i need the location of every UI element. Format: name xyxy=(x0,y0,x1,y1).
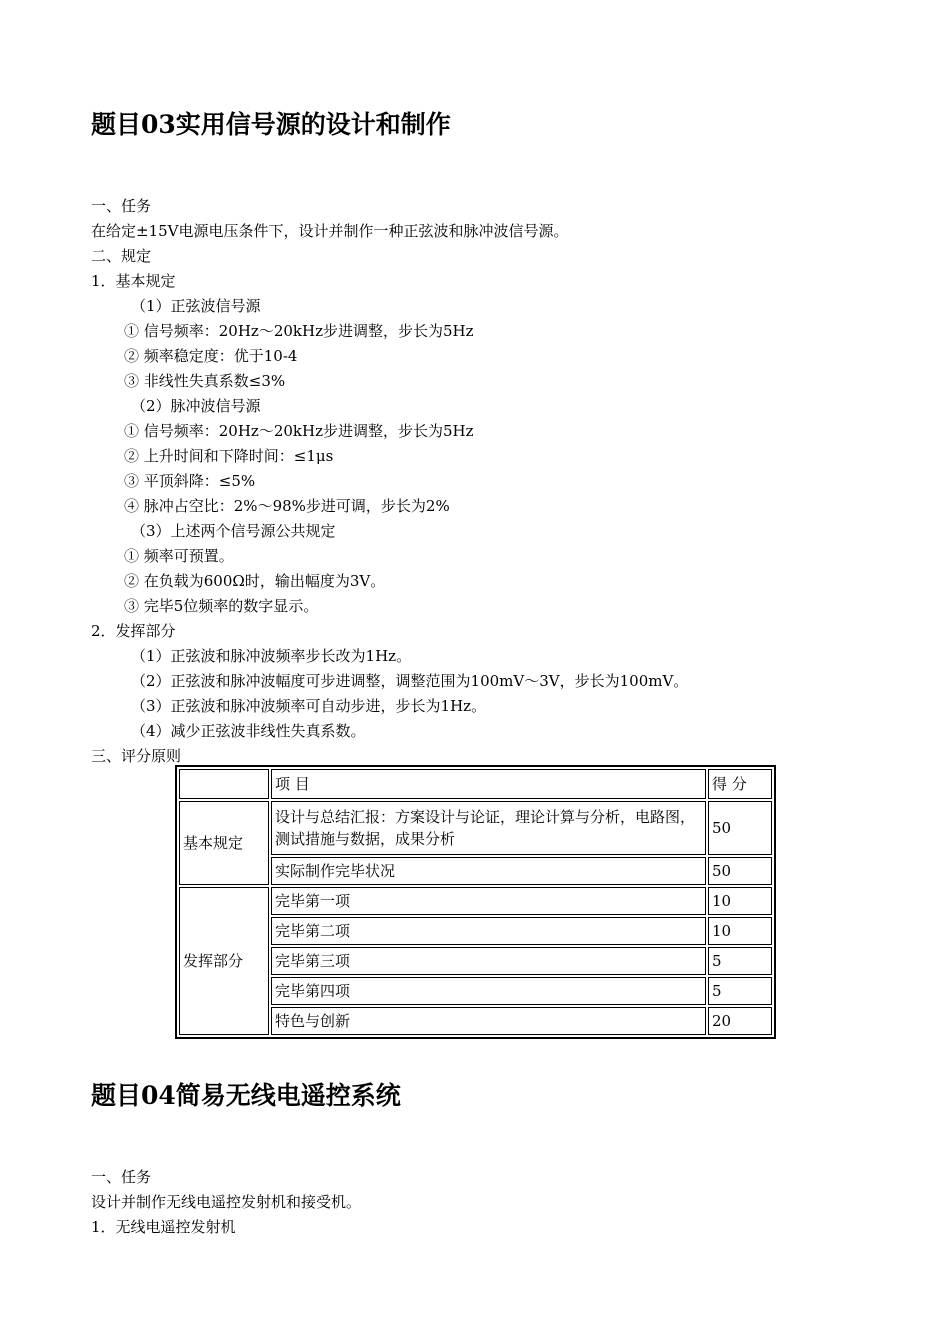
list-item: ① 信号频率：20Hz～20kHz步进调整，步长为5Hz xyxy=(124,422,474,440)
table-header-row xyxy=(179,769,772,799)
row-score: 10 xyxy=(708,887,772,915)
list-item: （3）正弦波和脉冲波频率可自动步进，步长为1Hz。 xyxy=(131,697,487,715)
header-score: 得 分 xyxy=(708,769,772,799)
row-item: 实际制作完毕状况 xyxy=(271,857,706,885)
heading-extra: 2．发挥部分 xyxy=(91,622,176,640)
table-cell xyxy=(179,769,269,799)
section-title-04: 题目04简易无线电遥控系统 xyxy=(91,1081,401,1110)
list-item: ③ 非线性失真系数≤3% xyxy=(124,372,286,390)
list-item: ① 信号频率：20Hz～20kHz步进调整，步长为5Hz xyxy=(124,322,474,340)
row-score: 20 xyxy=(708,1007,772,1035)
row-item: 完毕第一项 xyxy=(271,887,706,915)
task-text: 在给定±15V电源电压条件下，设计并制作一种正弦波和脉冲波信号源。 xyxy=(91,222,569,240)
heading-task: 一、任务 xyxy=(91,197,152,215)
list-item: ③ 完毕5位频率的数字显示。 xyxy=(124,597,319,615)
row-score: 50 xyxy=(708,857,772,885)
list-item: ② 上升时间和下降时间：≤1μs xyxy=(124,447,334,465)
sub-heading-pulse: （2）脉冲波信号源 xyxy=(131,397,261,415)
list-item: （1）正弦波和脉冲波频率步长改为1Hz。 xyxy=(131,647,412,665)
list-item: （2）正弦波和脉冲波幅度可步进调整，调整范围为100mV～3V，步长为100mV。 xyxy=(131,672,689,690)
task-text: 设计并制作无线电遥控发射机和接受机。 xyxy=(91,1193,362,1211)
row-score: 50 xyxy=(708,801,772,855)
sub-heading-common: （3）上述两个信号源公共规定 xyxy=(131,522,336,540)
row-item: 完毕第四项 xyxy=(271,977,706,1005)
row-item: 特色与创新 xyxy=(271,1007,706,1035)
list-item: ② 频率稳定度：优于10-4 xyxy=(124,347,298,365)
heading-requirements: 二、规定 xyxy=(91,247,152,265)
heading-scoring: 三、评分原则 xyxy=(91,747,182,765)
row-item: 设计与总结汇报：方案设计与论证，理论计算与分析，电路图，测试措施与数据，成果分析 xyxy=(271,801,706,855)
group-basic: 基本规定 xyxy=(179,801,269,885)
scoring-table xyxy=(175,765,776,1039)
list-item: （4）减少正弦波非线性失真系数。 xyxy=(131,722,366,740)
heading-basic: 1．基本规定 xyxy=(91,272,176,290)
heading-transmitter: 1．无线电遥控发射机 xyxy=(91,1218,236,1236)
table-row xyxy=(179,887,772,915)
list-item: ③ 平顶斜降：≤5% xyxy=(124,472,256,490)
header-item: 项 目 xyxy=(271,769,706,799)
row-item: 完毕第二项 xyxy=(271,917,706,945)
list-item: ④ 脉冲占空比：2%～98%步进可调，步长为2% xyxy=(124,497,450,515)
row-item: 完毕第三项 xyxy=(271,947,706,975)
list-item: ② 在负载为600Ω时，输出幅度为3V。 xyxy=(124,572,386,590)
heading-task: 一、任务 xyxy=(91,1168,152,1186)
section-title-03: 题目03实用信号源的设计和制作 xyxy=(91,110,451,139)
row-score: 10 xyxy=(708,917,772,945)
sub-heading-sine: （1）正弦波信号源 xyxy=(131,297,261,315)
table-row xyxy=(179,801,772,855)
group-extra: 发挥部分 xyxy=(179,887,269,1035)
row-score: 5 xyxy=(708,947,772,975)
list-item: ① 频率可预置。 xyxy=(124,547,234,565)
row-score: 5 xyxy=(708,977,772,1005)
